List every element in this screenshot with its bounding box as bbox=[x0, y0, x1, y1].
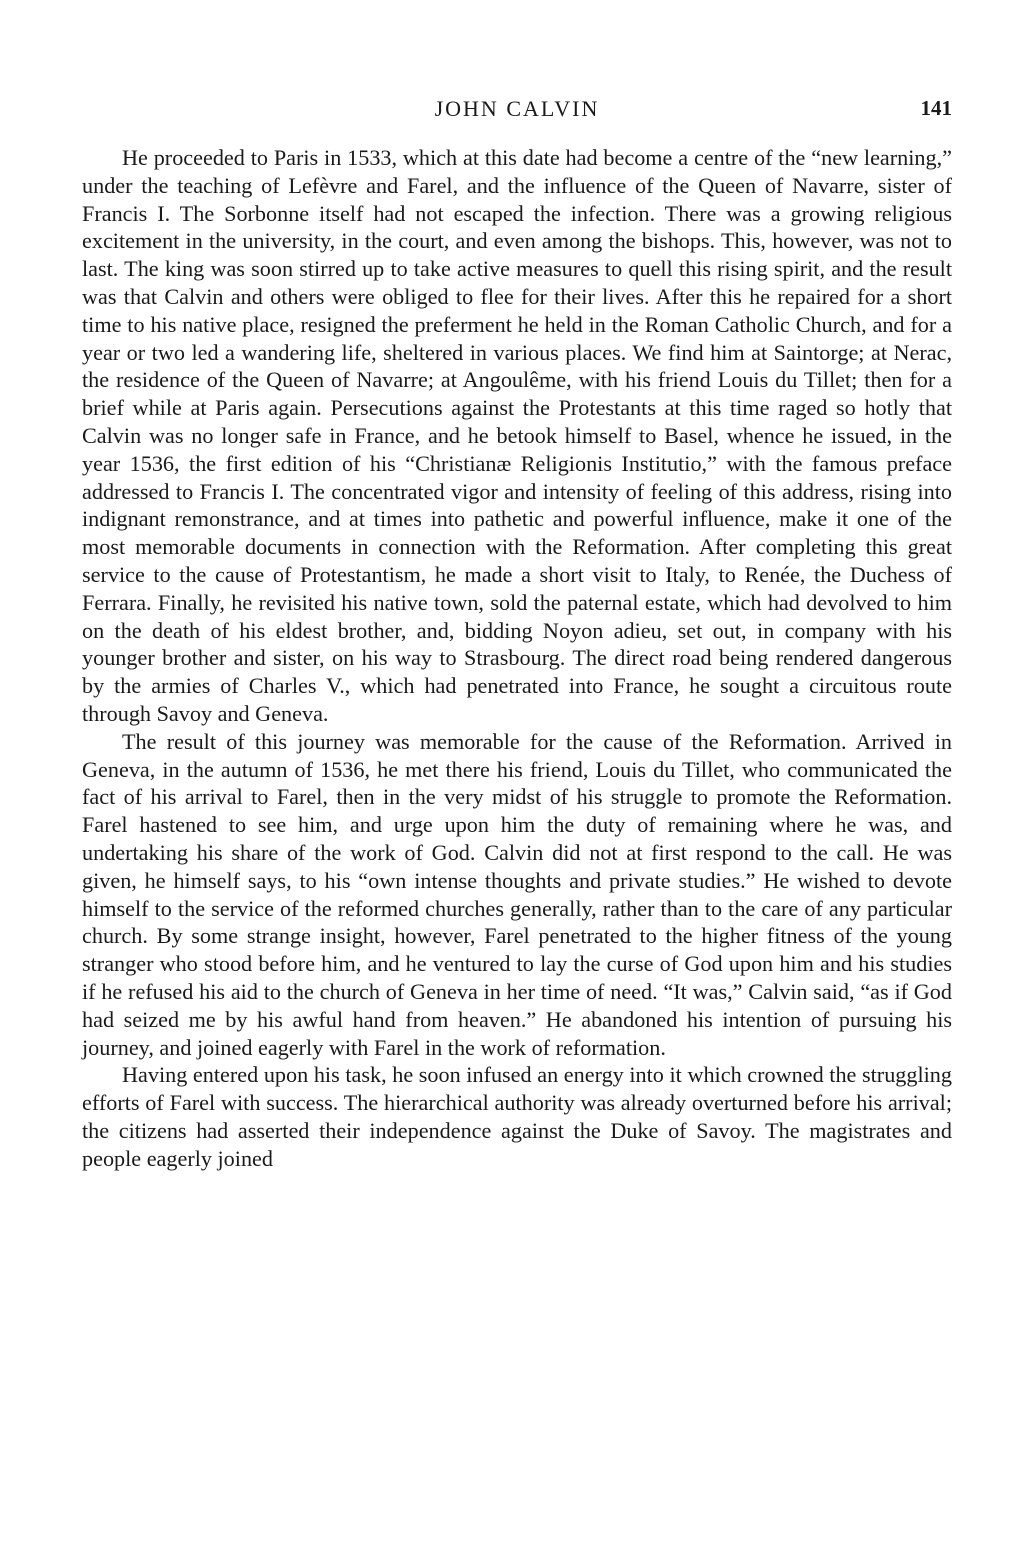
paragraph: Having entered upon his task, he soon infused an energy into it which crowned the struggling efforts of Farel with success. The hierarchical authority was already overturned before his arrival; the citizens had asserted their independence against the Duke of Savoy. The magistrates and people eagerly joined bbox=[82, 1062, 952, 1171]
paragraph: The result of this journey was memorable for the cause of the Reformation. Arrived in Geneva, in the autumn of 1536, he met there his friend, Louis du Tillet, who communicated the fact of his arrival to Farel, then in the very midst of his struggle to promote the Reformation. Farel hastened to see him, and urge upon him the duty of remaining where he was, and undertaking his share of the work of God. Calvin did not at first respond to the call. He was given, he himself says, to his “own intense thoughts and private studies.” He wished to devote himself to the service of the reformed churches generally, rather than to the care of any particular church. By some strange insight, however, Farel penetrated to the higher fitness of the young stranger who stood before him, and he ventured to lay the curse of God upon him and his studies if he refused his aid to the church of Geneva in her time of need. “It was,” Calvin said, “as if God had seized me by his awful hand from heaven.” He abandoned his intention of pursuing his journey, and joined eagerly with Farel in the work of reformation. bbox=[82, 728, 952, 1060]
running-title: JOHN CALVIN bbox=[434, 96, 600, 121]
body-text bbox=[82, 144, 952, 1172]
book-page bbox=[82, 92, 952, 1172]
paragraph: He proceeded to Paris in 1533, which at this date had become a centre of the “new learning,” under the teaching of Lefèvre and Farel, and the influence of the Queen of Navarre, sister of Francis I. The Sorbonne itself had not escaped the infection. There was a growing religious excitement in the university, in the court, and even among the bishops. This, however, was not to last. The king was soon stirred up to take active measures to quell this rising spirit, and the result was that Calvin and others were obliged to flee for their lives. After this he repaired for a short time to his native place, resigned the preferment he held in the Roman Catholic Church, and for a year or two led a wandering life, sheltered in various places. We find him at Saintorge; at Nerac, the residence of the Queen of Navarre; at Angoulême, with his friend Louis du Tillet; then for a brief while at Paris again. Persecutions against the Protestants at this time raged so hotly that Calvin was no longer safe in France, and he betook himself to Basel, whence he issued, in the year 1536, the first edition of his “Christianæ Religionis Institutio,” with the famous preface addressed to Francis I. The concentrated vigor and intensity of feeling of this address, rising into indignant remonstrance, and at times into pathetic and powerful influence, make it one of the most memorable documents in connection with the Reformation. After completing this great service to the cause of Protestantism, he made a short visit to Italy, to Renée, the Duchess of Ferrara. Finally, he revisited his native town, sold the paternal estate, which had devolved to him on the death of his eldest brother, and, bidding Noyon adieu, set out, in company with his younger brother and sister, on his way to Strasbourg. The direct road being rendered dangerous by the armies of Charles V., which had penetrated into France, he sought a circuitous route through Savoy and Geneva. bbox=[82, 145, 952, 726]
running-header bbox=[82, 92, 952, 126]
page-number: 141 bbox=[920, 96, 952, 120]
